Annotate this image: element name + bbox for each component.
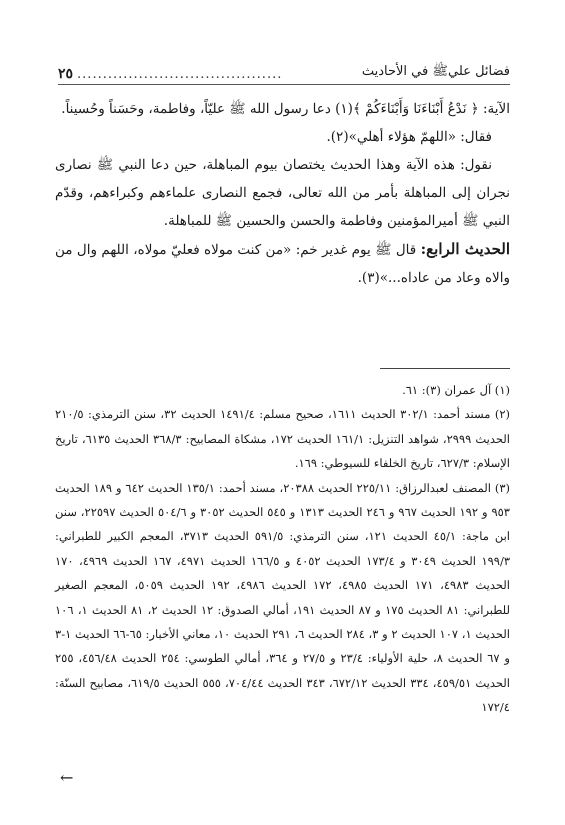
main-text [55,95,510,292]
page-number: ٢٥ [58,66,74,82]
running-header [58,60,510,85]
paragraph-commentary: نقول: هذه الآية وهذا الحديث يختصان بيوم المباهلة، حين دعا النبي ﷺ نصارى نجران إلى المباهلة بأمر من الله تعالى، فجمع النصارى علماءهم وكبراءهم، وقدّم النبي ﷺ أميرالمؤمنين وفاطمة والحسن والحسين ﷺ للمباهلة. [55,157,510,229]
hadith-text: قال ﷺ يوم غدير خم: «من كنت مولاه فعليّ مولاه، اللهم وال من والاه وعاد من عاداه...»(٣). [55,242,510,286]
footnotes [55,378,510,720]
footnote-separator [380,368,510,369]
paragraph-quote: فقال: «اللهمّ هؤلاء أهلي»(٢). [326,129,492,145]
footnote-1: (١) آل عمران (٣): ٦١. [402,383,510,397]
header-title: فضائل عليﷺ في الأحاديث [361,64,510,79]
paragraph-verse: الآية: ﴿ نَدْعُ أَبْنَاءَنَا وَأَبْنَاءَكُمْ ﴾(١) دعا رسول الله ﷺ عليّاً، وفاطمة، وحَسَناً وحُسيناً. [61,101,510,117]
paragraph-hadith-four [55,235,510,292]
footnote-3: (٣) المصنف لعبدالرزاق: ٢٢٥/١١ الحديث ٢٠٣٨٨، مسند أحمد: ١٣٥/١ الحديث ٦٤٢ و ١٨٩ الحديث ٩٥٣ و ١٩٢ الحديث ٩٦٧ و ٢٤٦ الحديث ١٣١٣ و ٥٤٥ الحديث ٣٠٥٢ و ٥٠٤/٦ الحديث ٢٢٥٩٧، سنن ابن ماجة: ٤٥/١ الحديث ١٢١، سنن الترمذي: ٥٩١/٥ الحديث ٣٧١٣، المعجم الكبير للطبراني: ١٩٩/٣ الحديث ٣٠٤٩ و ١٧٣/٤ الحديث ٤٠٥٢ و ١٦٦/٥ الحديث ٤٩٧١، ١٦٧ الحديث ٤٩٦٩، ١٧٠ الحديث ٤٩٨٣، ١٧١ الحديث ٤٩٨٥، ١٧٢ الحديث ٤٩٨٦، ١٩٢ الحديث ٥٠٥٩، المعجم الصغير للطبراني: ٨١ الحديث ١٧٥ و ٨٧ الحديث ١٩١، أمالي الصدوق: ١٢ الحديث ٢، ٨١ الحديث ١، ١٠٦ الحديث ١، ١٠٧ الحديث ٢ و ٣، ٢٨٤ الحديث ٦، ٢٩١ الحديث ١٠، معاني الأخبار: ٦٥-٦٦ الحديث ١-٣ و ٦٧ الحديث ٨، حلية الأولياء: ٢٣/٤ و ٢٧/٥ و ٣٦٤، أمالي الطوسي: ٢٥٤ الحديث ٤٥٦/٤٨، ٢٥٥ الحديث ٤٥٩/٥١، ٣٣٤ الحديث ٦٧٢/١٢، ٣٤٣ الحديث ٧٠٤/٤٤، ٥٥٥ الحديث ٦١٩/٥، مصابيح السنّة: ١٧٢/٤ [55,480,511,715]
header-dots: ........................................ [77,67,283,82]
footnote-2: (٢) مسند أحمد: ٣٠٢/١ الحديث ١٦١١، صحيح مسلم: ١٤٩١/٤ الحديث ٣٢، سنن الترمذي: ٢١٠/٥ الحديث ٢٩٩٩، شواهد التنزيل: ١٦١/١ الحديث ١٧٢، مشكاة المصابيح: ٣٦٨/٣ الحديث ٦١٣٥، تاريخ الإسلام: ٦٢٧/٣، تاريخ الخلفاء للسيوطي: ١٦٩. [55,407,511,471]
hadith-heading: الحديث الرابع: [420,240,511,258]
continuation-arrow-icon: ← [60,768,74,787]
